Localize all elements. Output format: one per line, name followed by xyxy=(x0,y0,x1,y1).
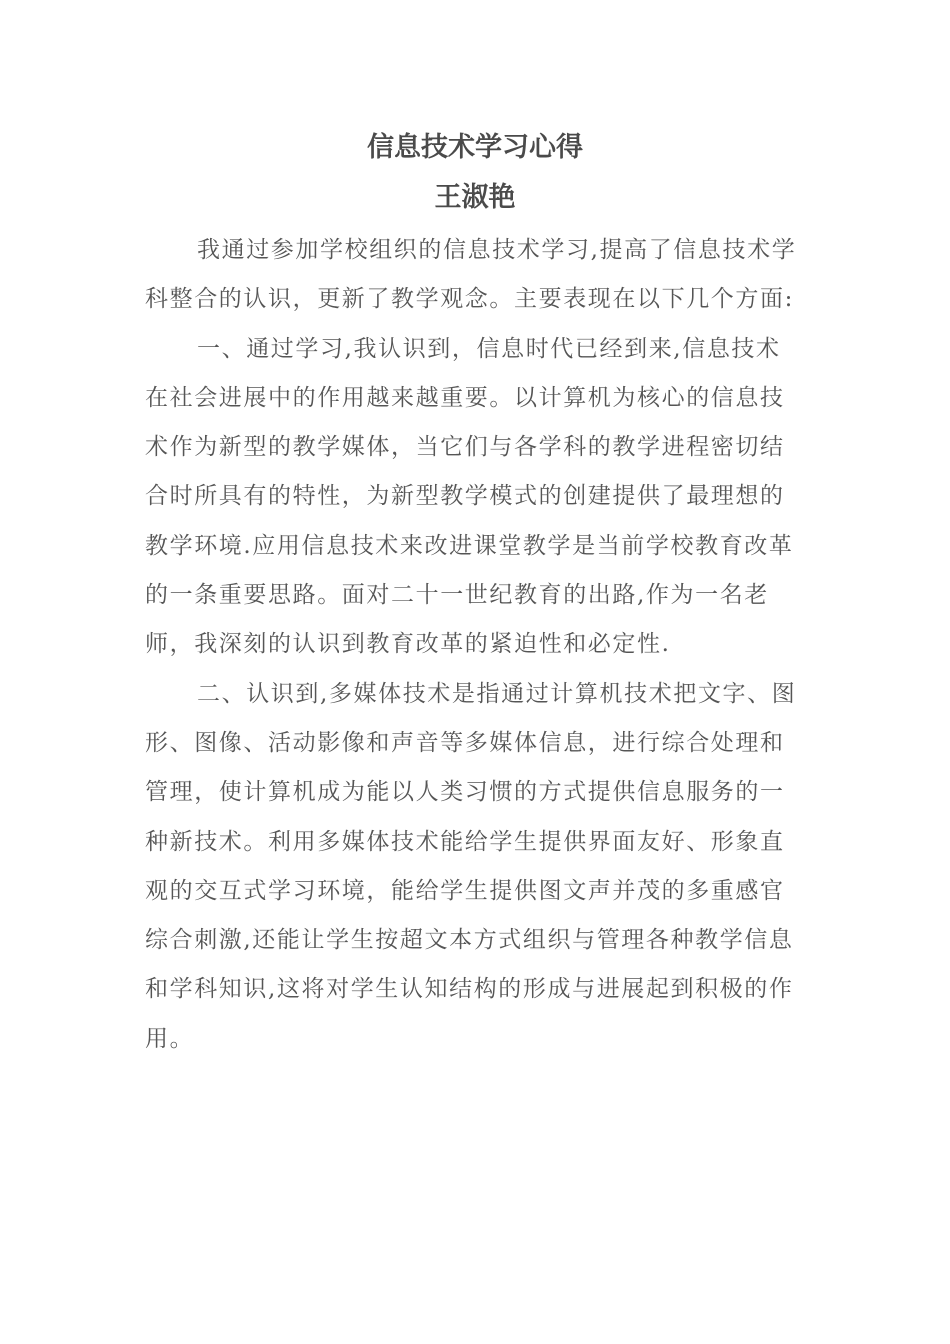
author-name: 王淑艳 xyxy=(434,182,516,213)
paragraph-intro: 我通过参加学校组织的信息技术学习,提高了信息技术学科整合的认识，更新了教学观念。主要表现在以下几个方面: xyxy=(145,237,797,313)
paragraph-point-two: 二、认识到,多媒体技术是指通过计算机技术把文字、图形、图像、活动影像和声音等多媒体信息，进行综合处理和管理，使计算机成为能以人类习惯的方式提供信息服务的一种新技术。利用多媒体技术能给学生提供界面友好、形象直观的交互式学习环境，能给学生提供图文声并茂的多重感官综合刺激,还能让学生按超文本方式组织与管理各种教学信息和学科知识,这将对学生认知结构的形成与进展起到积极的作用。 xyxy=(145,680,797,1052)
document-body xyxy=(145,226,805,1064)
paragraph-point-one: 一、通过学习,我认识到，信息时代已经到来,信息技术在社会进展中的作用越来越重要。以计算机为核心的信息技术作为新型的教学媒体，当它们与各学科的教学进程密切结合时所具有的特性，为新型教学模式的创建提供了最理想的教学环境.应用信息技术来改进课堂教学是当前学校教育改革的一条重要思路。面对二十一世纪教育的出路,作为一名老师，我深刻的认识到教育改革的紧迫性和必定性. xyxy=(145,335,794,658)
document-title: 信息技术学习心得 xyxy=(367,132,583,163)
